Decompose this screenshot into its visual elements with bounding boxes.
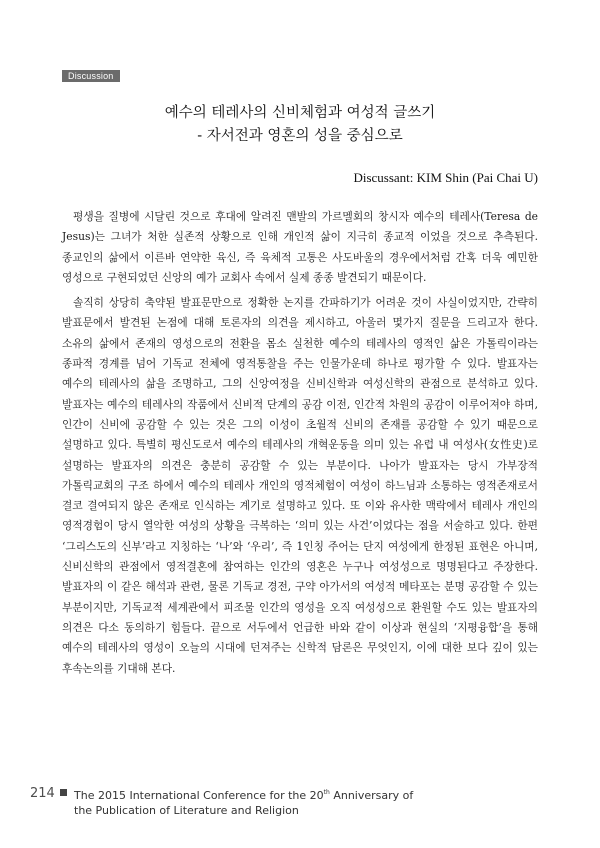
conference-line-1: The 2015 International Conference for the 20th Anniversary of <box>74 789 414 802</box>
discussant-line: Discussant: KIM Shin (Pai Chai U) <box>353 170 538 185</box>
square-bullet-icon <box>60 789 67 796</box>
section-tag: Discussion <box>62 70 120 82</box>
discussion-body <box>62 207 538 684</box>
conference-line-2: the Publication of Literature and Religion <box>74 803 299 817</box>
paragraph: 평생을 질병에 시달린 것으로 후대에 알려진 맨발의 가르멜회의 창시자 예수의 테레사(Teresa de Jesus)는 그녀가 처한 실존적 상황으로 인해 개인적 삶이 지극히 종교적 이었을 것으로 추측된다. 종교인의 삶에서 이른바 연약한 육신, 즉 육체적 고통은 사도바울의 경우에서처럼 간혹 더욱 예민한 영성으로 구현되었던 신앙의 예가 교회사 속에서 실제 종종 발견되기 때문이다. <box>62 210 538 284</box>
conference-reference <box>74 786 413 818</box>
paragraph: 솔직히 상당히 축약된 발표문만으로 정확한 논지를 간파하기가 어려운 것이 사실이었지만, 간략히 발표문에서 발견된 논점에 대해 토론자의 의견을 제시하고, 아울러 몇가지 질문을 드리고자 한다. 소유의 삶에서 존재의 영성으로의 전환을 몸소 실천한 예수의 테레사의 영적인 삶은 가톨릭이라는 종파적 경계를 넘어 기독교 전체에 영적통찰을 주는 인물가운데 하나로 평가할 수 있다. 발표자는 예수의 테레사의 삶을 조명하고, 그의 신앙여정을 신비신학과 여성신학의 관점으로 분석하고 있다. 발표자는 예수의 테레사의 작품에서 신비적 단계의 공감 이전, 인간적 차원의 공감이 이루어져야 하며, 인간이 신비에 공감할 수 있는 것은 그의 이성이 초월적 신비의 존재를 공감할 수 있기 때문으로 설명하고 있다. 특별히 평신도로서 예수의 테레사의 개혁운동을 의미 있는 유럽 내 여성사(女性史)로 설명하는 발표자의 의견은 충분히 공감할 수 있는 부분이다. 나아가 발표자는 당시 가부장적 가톨릭교회의 구조 하에서 예수의 테레사 개인의 영적체험이 여성이 하느님과 소통하는 영적존재로서 결코 결여되지 않은 존재로 인식하는 계기로 설명하고 있다. 또 이와 유사한 맥락에서 테레사 개인의 영적경험이 당시 열악한 여성의 상황을 극복하는 ‘의미 있는 사건’이었다는 점을 서술하고 있다. 한편 ‘그리스도의 신부’라고 지칭하는 ‘나’와 ‘우리’, 즉 1인칭 주어는 단지 여성에게 한정된 표현은 아니며, 신비신학의 관점에서 영적결혼에 참여하는 인간의 영혼은 누구나 여성성으로 명명된다고 주장한다. 발표자의 이 같은 해석과 관련, 물론 기독교 경전, 구약 아가서의 여성적 메타포는 분명 공감할 수 있는 부분이지만, 기독교적 세계관에서 피조물 인간의 영성을 오직 여성성으로 환원할 수도 있는 발표자의 의견은 다소 동의하기 힘들다. 끝으로 서두에서 언급한 바와 같이 이상과 현실의 ‘지평융합’을 통해 예수의 테레사의 영성이 오늘의 시대에 던져주는 신학적 담론은 무엇인지, 이에 대한 보다 깊이 있는 후속논의를 기대해 본다. <box>62 296 538 675</box>
paper-title: 예수의 테레사의 신비체험과 여성적 글쓰기 <box>164 105 436 121</box>
page-number: 214 <box>30 786 55 801</box>
page-footer <box>30 786 570 826</box>
paper-subtitle: - 자서전과 영혼의 성을 중심으로 <box>197 128 403 144</box>
